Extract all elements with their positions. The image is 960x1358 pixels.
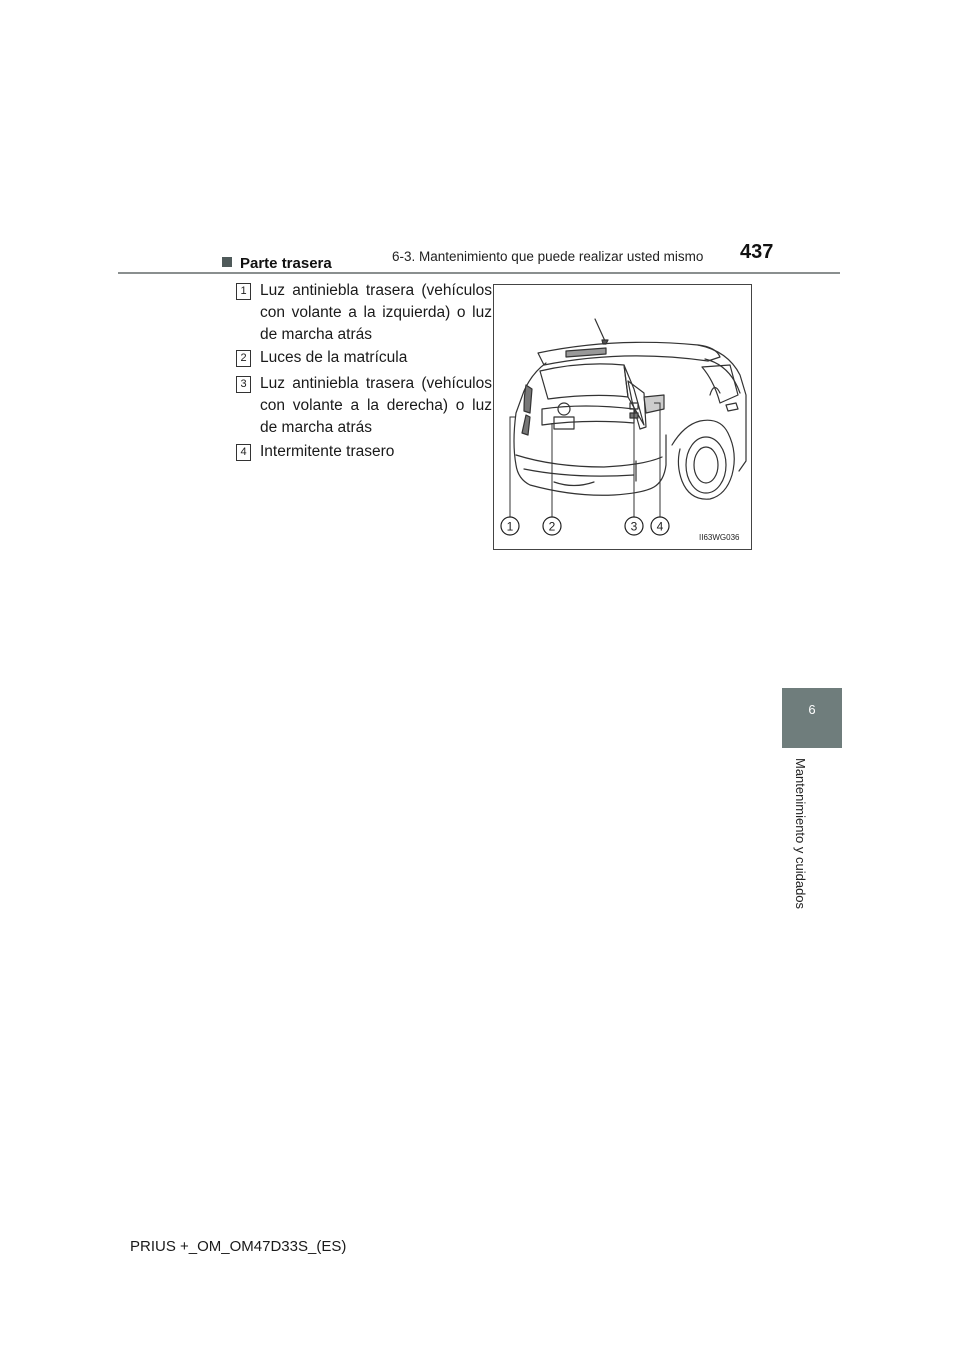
callout-label: 1 (506, 519, 514, 534)
item-text: Luces de la matrícula (260, 349, 408, 366)
page-number: 437 (740, 241, 774, 263)
section-heading (222, 255, 332, 272)
item-number-badge: 4 (236, 444, 251, 461)
callout-label: 2 (548, 519, 556, 534)
item-number-badge: 3 (236, 376, 251, 393)
chapter-tab (782, 688, 842, 748)
item-text: Intermitente trasero (260, 443, 395, 460)
callout-label: 3 (630, 519, 638, 534)
header-divider (118, 272, 840, 274)
rear-lights-figure (493, 284, 752, 550)
callout-label: 4 (656, 519, 664, 534)
car-rear-illustration (494, 285, 751, 549)
list-item (236, 373, 492, 443)
list-item (236, 441, 492, 465)
section-heading-text: Parte trasera (240, 255, 332, 272)
chapter-number: 6 (808, 702, 816, 717)
document-footer: PRIUS +_OM_OM47D33S_(ES) (130, 1238, 347, 1255)
item-number-badge: 2 (236, 350, 251, 367)
chapter-label: Mantenimiento y cuidados (793, 758, 808, 910)
item-text: Luz antiniebla trasera (vehículos con volante a la derecha) o luz de marcha atrás (260, 375, 492, 436)
item-number-badge: 1 (236, 283, 251, 300)
item-text: Luz antiniebla trasera (vehículos con volante a la izquierda) o luz de marcha atrás (260, 282, 492, 343)
square-bullet-icon (222, 257, 232, 267)
header-title: 6-3. Mantenimiento que puede realizar usted mismo (392, 249, 704, 264)
list-item (236, 347, 492, 371)
figure-code: II63WG036 (699, 533, 740, 542)
callout-markers (501, 517, 669, 535)
